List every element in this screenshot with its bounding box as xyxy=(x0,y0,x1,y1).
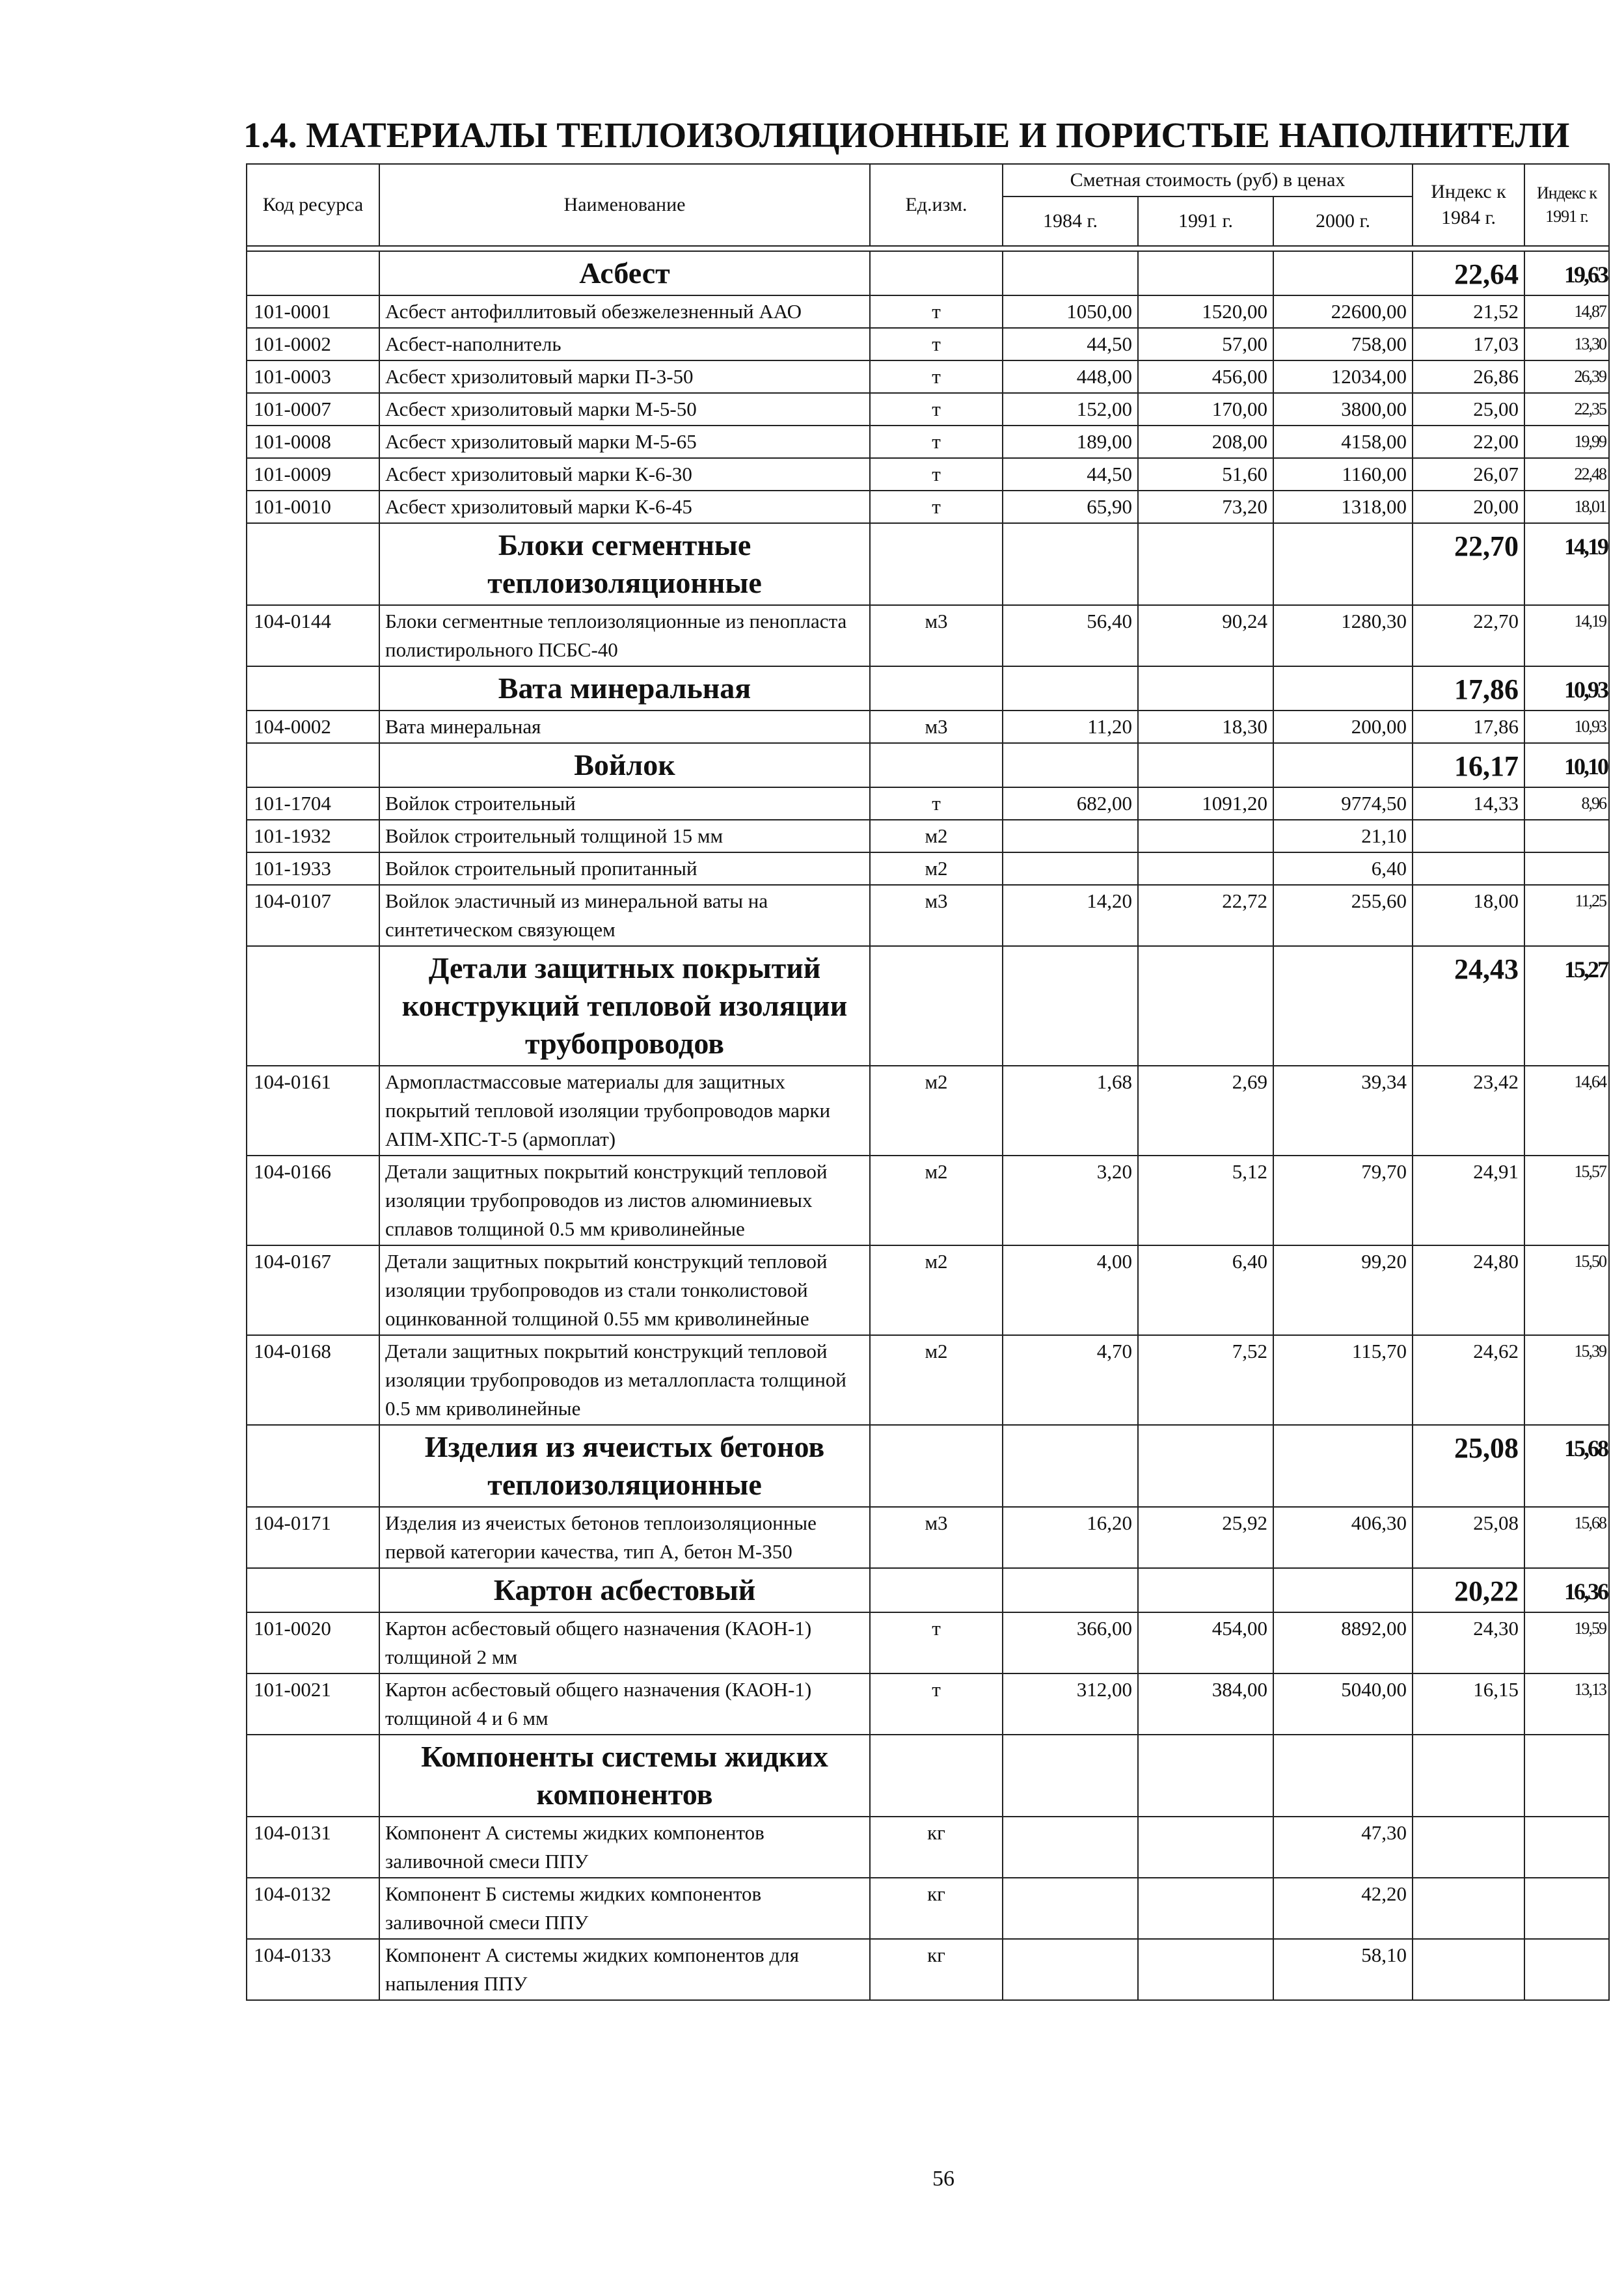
section-row xyxy=(247,1568,1609,1612)
header-year-1984: 1984 г. xyxy=(1003,196,1138,246)
resource-code: 101-1932 xyxy=(247,820,379,852)
cost-1991: 57,00 xyxy=(1138,328,1273,360)
resource-name: Изделия из ячеистых бетонов теплоизоляционные первой категории качества, тип А, бетон М-350 xyxy=(379,1507,870,1568)
table-row xyxy=(247,787,1609,820)
index-1991: 8,96 xyxy=(1524,787,1609,820)
cost-1991: 208,00 xyxy=(1138,426,1273,458)
index-1991 xyxy=(1524,852,1609,885)
table-row xyxy=(247,605,1609,666)
cost-1984 xyxy=(1003,1939,1138,2000)
resource-unit: м3 xyxy=(870,1507,1003,1568)
cost-2000: 9774,50 xyxy=(1273,787,1413,820)
resource-name: Войлок строительный толщиной 15 мм xyxy=(379,820,870,852)
section-cost-2000-cell xyxy=(1273,1425,1413,1507)
resource-unit: т xyxy=(870,295,1003,328)
index-1984: 26,86 xyxy=(1413,360,1524,393)
index-1984: 14,33 xyxy=(1413,787,1524,820)
section-unit-cell xyxy=(870,666,1003,711)
section-index-1991: 15,68 xyxy=(1524,1425,1609,1507)
cost-1984: 152,00 xyxy=(1003,393,1138,426)
section-unit-cell xyxy=(870,946,1003,1066)
header-index-1984: Индекс к 1984 г. xyxy=(1413,164,1524,246)
index-1991: 11,25 xyxy=(1524,885,1609,946)
resource-code: 104-0131 xyxy=(247,1817,379,1878)
cost-2000: 5040,00 xyxy=(1273,1673,1413,1735)
cost-1984: 448,00 xyxy=(1003,360,1138,393)
section-code-cell xyxy=(247,1425,379,1507)
section-title: Асбест xyxy=(379,251,870,295)
resource-unit: т xyxy=(870,360,1003,393)
section-cost-1984-cell xyxy=(1003,1735,1138,1817)
index-1991: 13,13 xyxy=(1524,1673,1609,1735)
section-cost-1984-cell xyxy=(1003,1425,1138,1507)
resource-unit: м2 xyxy=(870,820,1003,852)
cost-2000: 58,10 xyxy=(1273,1939,1413,2000)
resource-name: Компонент А системы жидких компонентов для напыления ППУ xyxy=(379,1939,870,2000)
resource-unit: т xyxy=(870,1673,1003,1735)
resource-code: 101-0002 xyxy=(247,328,379,360)
header-name: Наименование xyxy=(379,164,870,246)
section-row xyxy=(247,743,1609,787)
table-row xyxy=(247,1156,1609,1245)
cost-1991: 454,00 xyxy=(1138,1612,1273,1673)
table-row xyxy=(247,711,1609,743)
section-title: Войлок xyxy=(379,743,870,787)
resource-code: 104-0133 xyxy=(247,1939,379,2000)
cost-1991: 456,00 xyxy=(1138,360,1273,393)
index-1991 xyxy=(1524,1817,1609,1878)
section-cost-1991-cell xyxy=(1138,251,1273,295)
section-index-1991: 16,36 xyxy=(1524,1568,1609,1612)
header-year-2000: 2000 г. xyxy=(1273,196,1413,246)
cost-1991: 25,92 xyxy=(1138,1507,1273,1568)
resource-unit: м2 xyxy=(870,1245,1003,1335)
section-row xyxy=(247,251,1609,295)
section-title: Изделия из ячеистых бетонов теплоизоляционные xyxy=(379,1425,870,1507)
resource-unit: м3 xyxy=(870,711,1003,743)
section-code-cell xyxy=(247,946,379,1066)
cost-1984 xyxy=(1003,1817,1138,1878)
table-row xyxy=(247,491,1609,523)
cost-1984: 4,70 xyxy=(1003,1335,1138,1425)
section-cost-1984-cell xyxy=(1003,946,1138,1066)
index-1984: 24,30 xyxy=(1413,1612,1524,1673)
resource-code: 104-0144 xyxy=(247,605,379,666)
section-cost-2000-cell xyxy=(1273,251,1413,295)
index-1984: 24,62 xyxy=(1413,1335,1524,1425)
resource-name: Детали защитных покрытий конструкций тепловой изоляции трубопроводов из стали тонколистовой оцинкованной толщиной 0.55 мм криволинейные xyxy=(379,1245,870,1335)
section-index-1984: 22,64 xyxy=(1413,251,1524,295)
section-index-1984: 20,22 xyxy=(1413,1568,1524,1612)
resource-code: 101-0001 xyxy=(247,295,379,328)
cost-1991: 1091,20 xyxy=(1138,787,1273,820)
section-unit-cell xyxy=(870,743,1003,787)
cost-2000: 42,20 xyxy=(1273,1878,1413,1939)
resource-code: 101-0021 xyxy=(247,1673,379,1735)
section-row xyxy=(247,1425,1609,1507)
index-1991: 15,68 xyxy=(1524,1507,1609,1568)
resource-name: Армопластмассовые материалы для защитных покрытий тепловой изоляции трубопроводов марки АПМ-ХПС-Т-5 (армоплат) xyxy=(379,1066,870,1156)
resource-code: 101-1704 xyxy=(247,787,379,820)
resource-unit: кг xyxy=(870,1878,1003,1939)
cost-2000: 39,34 xyxy=(1273,1066,1413,1156)
index-1984: 17,03 xyxy=(1413,328,1524,360)
section-code-cell xyxy=(247,666,379,711)
cost-1984: 14,20 xyxy=(1003,885,1138,946)
index-1984: 25,08 xyxy=(1413,1507,1524,1568)
index-1984: 22,00 xyxy=(1413,426,1524,458)
resource-unit: кг xyxy=(870,1939,1003,2000)
table-row xyxy=(247,1673,1609,1735)
section-row xyxy=(247,946,1609,1066)
cost-1984: 189,00 xyxy=(1003,426,1138,458)
index-1991: 13,30 xyxy=(1524,328,1609,360)
section-index-1991: 15,27 xyxy=(1524,946,1609,1066)
section-cost-2000-cell xyxy=(1273,1735,1413,1817)
cost-2000: 21,10 xyxy=(1273,820,1413,852)
table-row xyxy=(247,1507,1609,1568)
resource-code: 104-0171 xyxy=(247,1507,379,1568)
resource-code: 101-0003 xyxy=(247,360,379,393)
resource-code: 104-0161 xyxy=(247,1066,379,1156)
index-1984: 24,91 xyxy=(1413,1156,1524,1245)
table-row xyxy=(247,1245,1609,1335)
index-1991: 19,59 xyxy=(1524,1612,1609,1673)
section-cost-1984-cell xyxy=(1003,1568,1138,1612)
section-unit-cell xyxy=(870,1735,1003,1817)
cost-1984: 16,20 xyxy=(1003,1507,1138,1568)
resource-code: 101-0010 xyxy=(247,491,379,523)
resource-unit: т xyxy=(870,393,1003,426)
resource-code: 101-0008 xyxy=(247,426,379,458)
index-1991: 15,39 xyxy=(1524,1335,1609,1425)
cost-2000: 406,30 xyxy=(1273,1507,1413,1568)
section-cost-1991-cell xyxy=(1138,666,1273,711)
header-row xyxy=(247,164,1609,196)
index-1984: 17,86 xyxy=(1413,711,1524,743)
cost-1984: 366,00 xyxy=(1003,1612,1138,1673)
table-row xyxy=(247,820,1609,852)
section-index-1984: 17,86 xyxy=(1413,666,1524,711)
index-1984: 23,42 xyxy=(1413,1066,1524,1156)
header-code: Код ресурса xyxy=(247,164,379,246)
cost-2000: 79,70 xyxy=(1273,1156,1413,1245)
index-1984 xyxy=(1413,820,1524,852)
section-cost-1991-cell xyxy=(1138,743,1273,787)
index-1991: 14,87 xyxy=(1524,295,1609,328)
resource-unit: м3 xyxy=(870,885,1003,946)
section-cost-1991-cell xyxy=(1138,1568,1273,1612)
cost-1991: 73,20 xyxy=(1138,491,1273,523)
cost-1991: 18,30 xyxy=(1138,711,1273,743)
cost-1991: 7,52 xyxy=(1138,1335,1273,1425)
section-unit-cell xyxy=(870,523,1003,605)
index-1984: 21,52 xyxy=(1413,295,1524,328)
cost-1984 xyxy=(1003,1878,1138,1939)
cost-1984: 11,20 xyxy=(1003,711,1138,743)
index-1984: 26,07 xyxy=(1413,458,1524,491)
section-cost-1984-cell xyxy=(1003,523,1138,605)
resource-name: Компонент Б системы жидких компонентов заливочной смеси ППУ xyxy=(379,1878,870,1939)
resource-code: 104-0166 xyxy=(247,1156,379,1245)
section-code-cell xyxy=(247,1568,379,1612)
index-1991 xyxy=(1524,1878,1609,1939)
cost-1991 xyxy=(1138,852,1273,885)
index-1991: 14,19 xyxy=(1524,605,1609,666)
resource-code: 104-0168 xyxy=(247,1335,379,1425)
section-title: Картон асбестовый xyxy=(379,1568,870,1612)
section-cost-1991-cell xyxy=(1138,1735,1273,1817)
section-cost-1984-cell xyxy=(1003,743,1138,787)
cost-1984: 682,00 xyxy=(1003,787,1138,820)
cost-2000: 4158,00 xyxy=(1273,426,1413,458)
cost-1984: 1,68 xyxy=(1003,1066,1138,1156)
index-1984: 20,00 xyxy=(1413,491,1524,523)
cost-1984 xyxy=(1003,820,1138,852)
resource-name: Вата минеральная xyxy=(379,711,870,743)
cost-1984: 1050,00 xyxy=(1003,295,1138,328)
section-index-1991: 10,10 xyxy=(1524,743,1609,787)
cost-1991: 5,12 xyxy=(1138,1156,1273,1245)
resource-unit: т xyxy=(870,426,1003,458)
cost-2000: 1160,00 xyxy=(1273,458,1413,491)
section-title: Детали защитных покрытий конструкций тепловой изоляции трубопроводов xyxy=(379,946,870,1066)
section-cost-1984-cell xyxy=(1003,666,1138,711)
resource-name: Асбест хризолитовый марки К-6-30 xyxy=(379,458,870,491)
page-title: 1.4. МАТЕРИАЛЫ ТЕПЛОИЗОЛЯЦИОННЫЕ И ПОРИСТЫЕ НАПОЛНИТЕЛИ xyxy=(243,116,1570,155)
table-row xyxy=(247,1612,1609,1673)
cost-1991 xyxy=(1138,1878,1273,1939)
section-row xyxy=(247,1735,1609,1817)
resource-code: 104-0132 xyxy=(247,1878,379,1939)
resource-code: 104-0167 xyxy=(247,1245,379,1335)
resource-unit: т xyxy=(870,328,1003,360)
cost-1984: 44,50 xyxy=(1003,328,1138,360)
resource-name: Войлок эластичный из минеральной ваты на синтетическом связующем xyxy=(379,885,870,946)
cost-2000: 8892,00 xyxy=(1273,1612,1413,1673)
resource-name: Асбест хризолитовый марки П-3-50 xyxy=(379,360,870,393)
cost-2000: 12034,00 xyxy=(1273,360,1413,393)
cost-1991: 1520,00 xyxy=(1138,295,1273,328)
cost-1991: 170,00 xyxy=(1138,393,1273,426)
table-row xyxy=(247,328,1609,360)
section-title: Компоненты системы жидких компонентов xyxy=(379,1735,870,1817)
index-1991: 19,99 xyxy=(1524,426,1609,458)
section-cost-2000-cell xyxy=(1273,1568,1413,1612)
section-index-1984: 25,08 xyxy=(1413,1425,1524,1507)
cost-1991: 90,24 xyxy=(1138,605,1273,666)
header-cost-group: Сметная стоимость (руб) в ценах xyxy=(1003,164,1413,196)
cost-2000: 255,60 xyxy=(1273,885,1413,946)
cost-1984 xyxy=(1003,852,1138,885)
table-row xyxy=(247,295,1609,328)
header-unit: Ед.изм. xyxy=(870,164,1003,246)
section-unit-cell xyxy=(870,1425,1003,1507)
section-index-1984: 22,70 xyxy=(1413,523,1524,605)
resource-unit: м2 xyxy=(870,1156,1003,1245)
resource-unit: кг xyxy=(870,1817,1003,1878)
section-unit-cell xyxy=(870,251,1003,295)
cost-1991: 22,72 xyxy=(1138,885,1273,946)
section-code-cell xyxy=(247,743,379,787)
page-number: 56 xyxy=(932,2167,954,2191)
resource-name: Детали защитных покрытий конструкций тепловой изоляции трубопроводов из металлопласта толщиной 0.5 мм криволинейные xyxy=(379,1335,870,1425)
resource-code: 101-0009 xyxy=(247,458,379,491)
index-1991 xyxy=(1524,1939,1609,2000)
index-1984 xyxy=(1413,1878,1524,1939)
resource-name: Компонент А системы жидких компонентов заливочной смеси ППУ xyxy=(379,1817,870,1878)
resource-unit: т xyxy=(870,491,1003,523)
cost-2000: 47,30 xyxy=(1273,1817,1413,1878)
table-row xyxy=(247,885,1609,946)
resource-name: Детали защитных покрытий конструкций тепловой изоляции трубопроводов из листов алюминиевых сплавов толщиной 0.5 мм криволинейные xyxy=(379,1156,870,1245)
index-1984 xyxy=(1413,1939,1524,2000)
index-1984: 16,15 xyxy=(1413,1673,1524,1735)
section-index-1991: 19,63 xyxy=(1524,251,1609,295)
resource-unit: м2 xyxy=(870,1335,1003,1425)
materials-table xyxy=(246,163,1610,2001)
cost-1984: 4,00 xyxy=(1003,1245,1138,1335)
table-row xyxy=(247,393,1609,426)
resource-unit: т xyxy=(870,1612,1003,1673)
index-1984 xyxy=(1413,1817,1524,1878)
index-1991 xyxy=(1524,820,1609,852)
cost-1984: 312,00 xyxy=(1003,1673,1138,1735)
cost-1991 xyxy=(1138,820,1273,852)
section-cost-2000-cell xyxy=(1273,523,1413,605)
cost-1984: 44,50 xyxy=(1003,458,1138,491)
table-row xyxy=(247,852,1609,885)
cost-2000: 3800,00 xyxy=(1273,393,1413,426)
index-1984: 18,00 xyxy=(1413,885,1524,946)
resource-name: Картон асбестовый общего назначения (КАОН-1) толщиной 2 мм xyxy=(379,1612,870,1673)
section-cost-1991-cell xyxy=(1138,1425,1273,1507)
index-1991: 15,50 xyxy=(1524,1245,1609,1335)
section-row xyxy=(247,523,1609,605)
index-1984: 25,00 xyxy=(1413,393,1524,426)
resource-code: 104-0002 xyxy=(247,711,379,743)
cost-1991 xyxy=(1138,1939,1273,2000)
index-1991: 22,48 xyxy=(1524,458,1609,491)
section-index-1984 xyxy=(1413,1735,1524,1817)
table-row xyxy=(247,1878,1609,1939)
index-1991: 22,35 xyxy=(1524,393,1609,426)
cost-2000: 1318,00 xyxy=(1273,491,1413,523)
table-row xyxy=(247,1066,1609,1156)
resource-name: Картон асбестовый общего назначения (КАОН-1) толщиной 4 и 6 мм xyxy=(379,1673,870,1735)
table-row xyxy=(247,458,1609,491)
resource-name: Асбест хризолитовый марки М-5-50 xyxy=(379,393,870,426)
resource-name: Блоки сегментные теплоизоляционные из пенопласта полистирольного ПСБС-40 xyxy=(379,605,870,666)
cost-1984: 3,20 xyxy=(1003,1156,1138,1245)
index-1991: 14,64 xyxy=(1524,1066,1609,1156)
cost-1984: 56,40 xyxy=(1003,605,1138,666)
cost-2000: 1280,30 xyxy=(1273,605,1413,666)
section-title: Вата минеральная xyxy=(379,666,870,711)
section-index-1991: 14,19 xyxy=(1524,523,1609,605)
section-code-cell xyxy=(247,523,379,605)
section-cost-1991-cell xyxy=(1138,523,1273,605)
header-year-1991: 1991 г. xyxy=(1138,196,1273,246)
index-1991: 15,57 xyxy=(1524,1156,1609,1245)
resource-unit: м2 xyxy=(870,852,1003,885)
resource-unit: т xyxy=(870,458,1003,491)
resource-name: Войлок строительный xyxy=(379,787,870,820)
section-cost-2000-cell xyxy=(1273,666,1413,711)
resource-name: Асбест антофиллитовый обезжелезненный ААО xyxy=(379,295,870,328)
table-row xyxy=(247,360,1609,393)
resource-code: 101-0007 xyxy=(247,393,379,426)
header-index-1991: Индекс к 1991 г. xyxy=(1524,164,1609,246)
section-cost-2000-cell xyxy=(1273,946,1413,1066)
cost-2000: 115,70 xyxy=(1273,1335,1413,1425)
cost-1991: 384,00 xyxy=(1138,1673,1273,1735)
section-cost-2000-cell xyxy=(1273,743,1413,787)
cost-1984: 65,90 xyxy=(1003,491,1138,523)
resource-name: Войлок строительный пропитанный xyxy=(379,852,870,885)
resource-name: Асбест хризолитовый марки М-5-65 xyxy=(379,426,870,458)
index-1991: 26,39 xyxy=(1524,360,1609,393)
header-gap-row xyxy=(247,246,1609,251)
table-row xyxy=(247,1335,1609,1425)
section-row xyxy=(247,666,1609,711)
section-unit-cell xyxy=(870,1568,1003,1612)
section-cost-1984-cell xyxy=(1003,251,1138,295)
table-row xyxy=(247,426,1609,458)
resource-code: 104-0107 xyxy=(247,885,379,946)
cost-1991: 6,40 xyxy=(1138,1245,1273,1335)
cost-2000: 22600,00 xyxy=(1273,295,1413,328)
table-row xyxy=(247,1939,1609,2000)
index-1984 xyxy=(1413,852,1524,885)
resource-unit: м2 xyxy=(870,1066,1003,1156)
resource-unit: т xyxy=(870,787,1003,820)
section-index-1991 xyxy=(1524,1735,1609,1817)
section-code-cell xyxy=(247,251,379,295)
cost-1991: 2,69 xyxy=(1138,1066,1273,1156)
cost-2000: 6,40 xyxy=(1273,852,1413,885)
index-1984: 22,70 xyxy=(1413,605,1524,666)
index-1991: 10,93 xyxy=(1524,711,1609,743)
cost-2000: 200,00 xyxy=(1273,711,1413,743)
resource-code: 101-0020 xyxy=(247,1612,379,1673)
section-cost-1991-cell xyxy=(1138,946,1273,1066)
index-1991: 18,01 xyxy=(1524,491,1609,523)
section-code-cell xyxy=(247,1735,379,1817)
resource-code: 101-1933 xyxy=(247,852,379,885)
section-index-1991: 10,93 xyxy=(1524,666,1609,711)
section-index-1984: 24,43 xyxy=(1413,946,1524,1066)
cost-1991 xyxy=(1138,1817,1273,1878)
resource-name: Асбест хризолитовый марки К-6-45 xyxy=(379,491,870,523)
resource-unit: м3 xyxy=(870,605,1003,666)
cost-2000: 99,20 xyxy=(1273,1245,1413,1335)
cost-2000: 758,00 xyxy=(1273,328,1413,360)
table-row xyxy=(247,1817,1609,1878)
index-1984: 24,80 xyxy=(1413,1245,1524,1335)
cost-1991: 51,60 xyxy=(1138,458,1273,491)
resource-name: Асбест-наполнитель xyxy=(379,328,870,360)
section-title: Блоки сегментные теплоизоляционные xyxy=(379,523,870,605)
section-index-1984: 16,17 xyxy=(1413,743,1524,787)
